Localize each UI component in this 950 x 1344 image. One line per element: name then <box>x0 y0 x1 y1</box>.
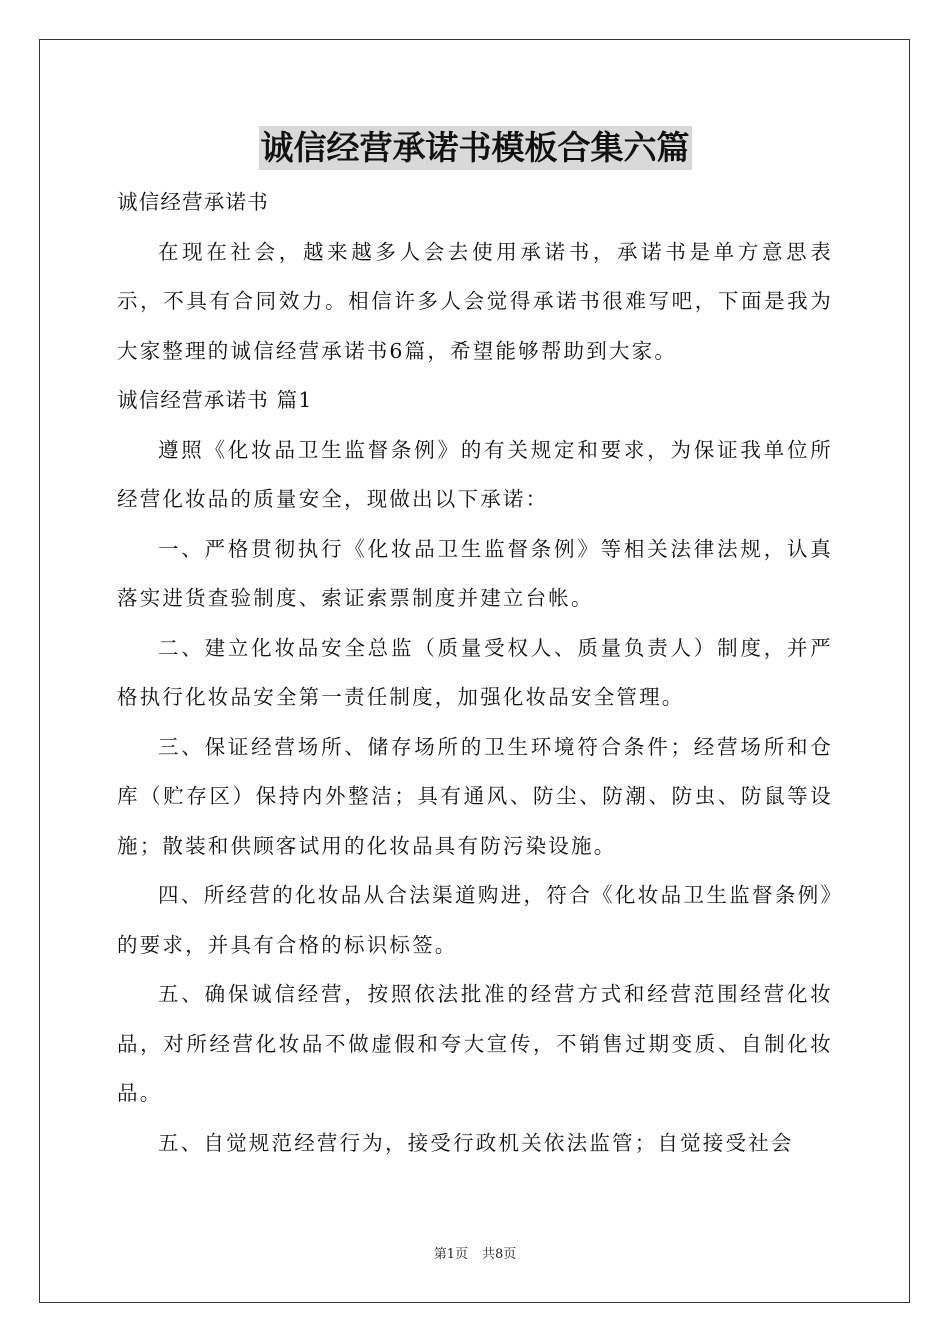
title-container <box>0 126 950 170</box>
paragraph: 四、所经营的化妆品从合法渠道购进，符合《化妆品卫生监督条例》的要求，并具有合格的标识标签。 <box>117 883 833 957</box>
paragraph: 五、自觉规范经营行为，接受行政机关依法监管；自觉接受社会 <box>158 1130 794 1155</box>
section-heading: 诚信经营承诺书 <box>117 190 269 214</box>
paragraph: 二、建立化妆品安全总监（质量受权人、质量负责人）制度，并严格执行化妆品安全第一责任制度，加强化妆品安全管理。 <box>117 635 833 709</box>
paragraph: 遵照《化妆品卫生监督条例》的有关规定和要求，为保证我单位所经营化妆品的质量安全，现做出以下承诺： <box>117 437 833 511</box>
paragraph: 一、严格贯彻执行《化妆品卫生监督条例》等相关法律法规，认真落实进货查验制度、索证索票制度并建立台帐。 <box>117 536 833 610</box>
paragraph: 在现在社会，越来越多人会去使用承诺书，承诺书是单方意思表示，不具有合同效力。相信许多人会觉得承诺书很难写吧，下面是我为大家整理的诚信经营承诺书6篇，希望能够帮助到大家。 <box>117 239 833 363</box>
paragraph: 三、保证经营场所、储存场所的卫生环境符合条件；经营场所和仓库（贮存区）保持内外整洁；具有通风、防尘、防潮、防虫、防鼠等设施；散装和供顾客试用的化妆品具有防污染设施。 <box>117 734 833 858</box>
document-body <box>117 178 833 1168</box>
document-title: 诚信经营承诺书模板合集六篇 <box>259 126 692 170</box>
page-footer <box>0 1243 950 1262</box>
section-heading: 诚信经营承诺书 篇1 <box>117 388 313 412</box>
page-number: 第1页 <box>433 1247 468 1262</box>
paragraph: 五、确保诚信经营，按照依法批准的经营方式和经营范围经营化妆品，对所经营化妆品不做虚假和夸大宣传，不销售过期变质、自制化妆品。 <box>117 982 833 1105</box>
page-total: 共8页 <box>482 1247 517 1262</box>
